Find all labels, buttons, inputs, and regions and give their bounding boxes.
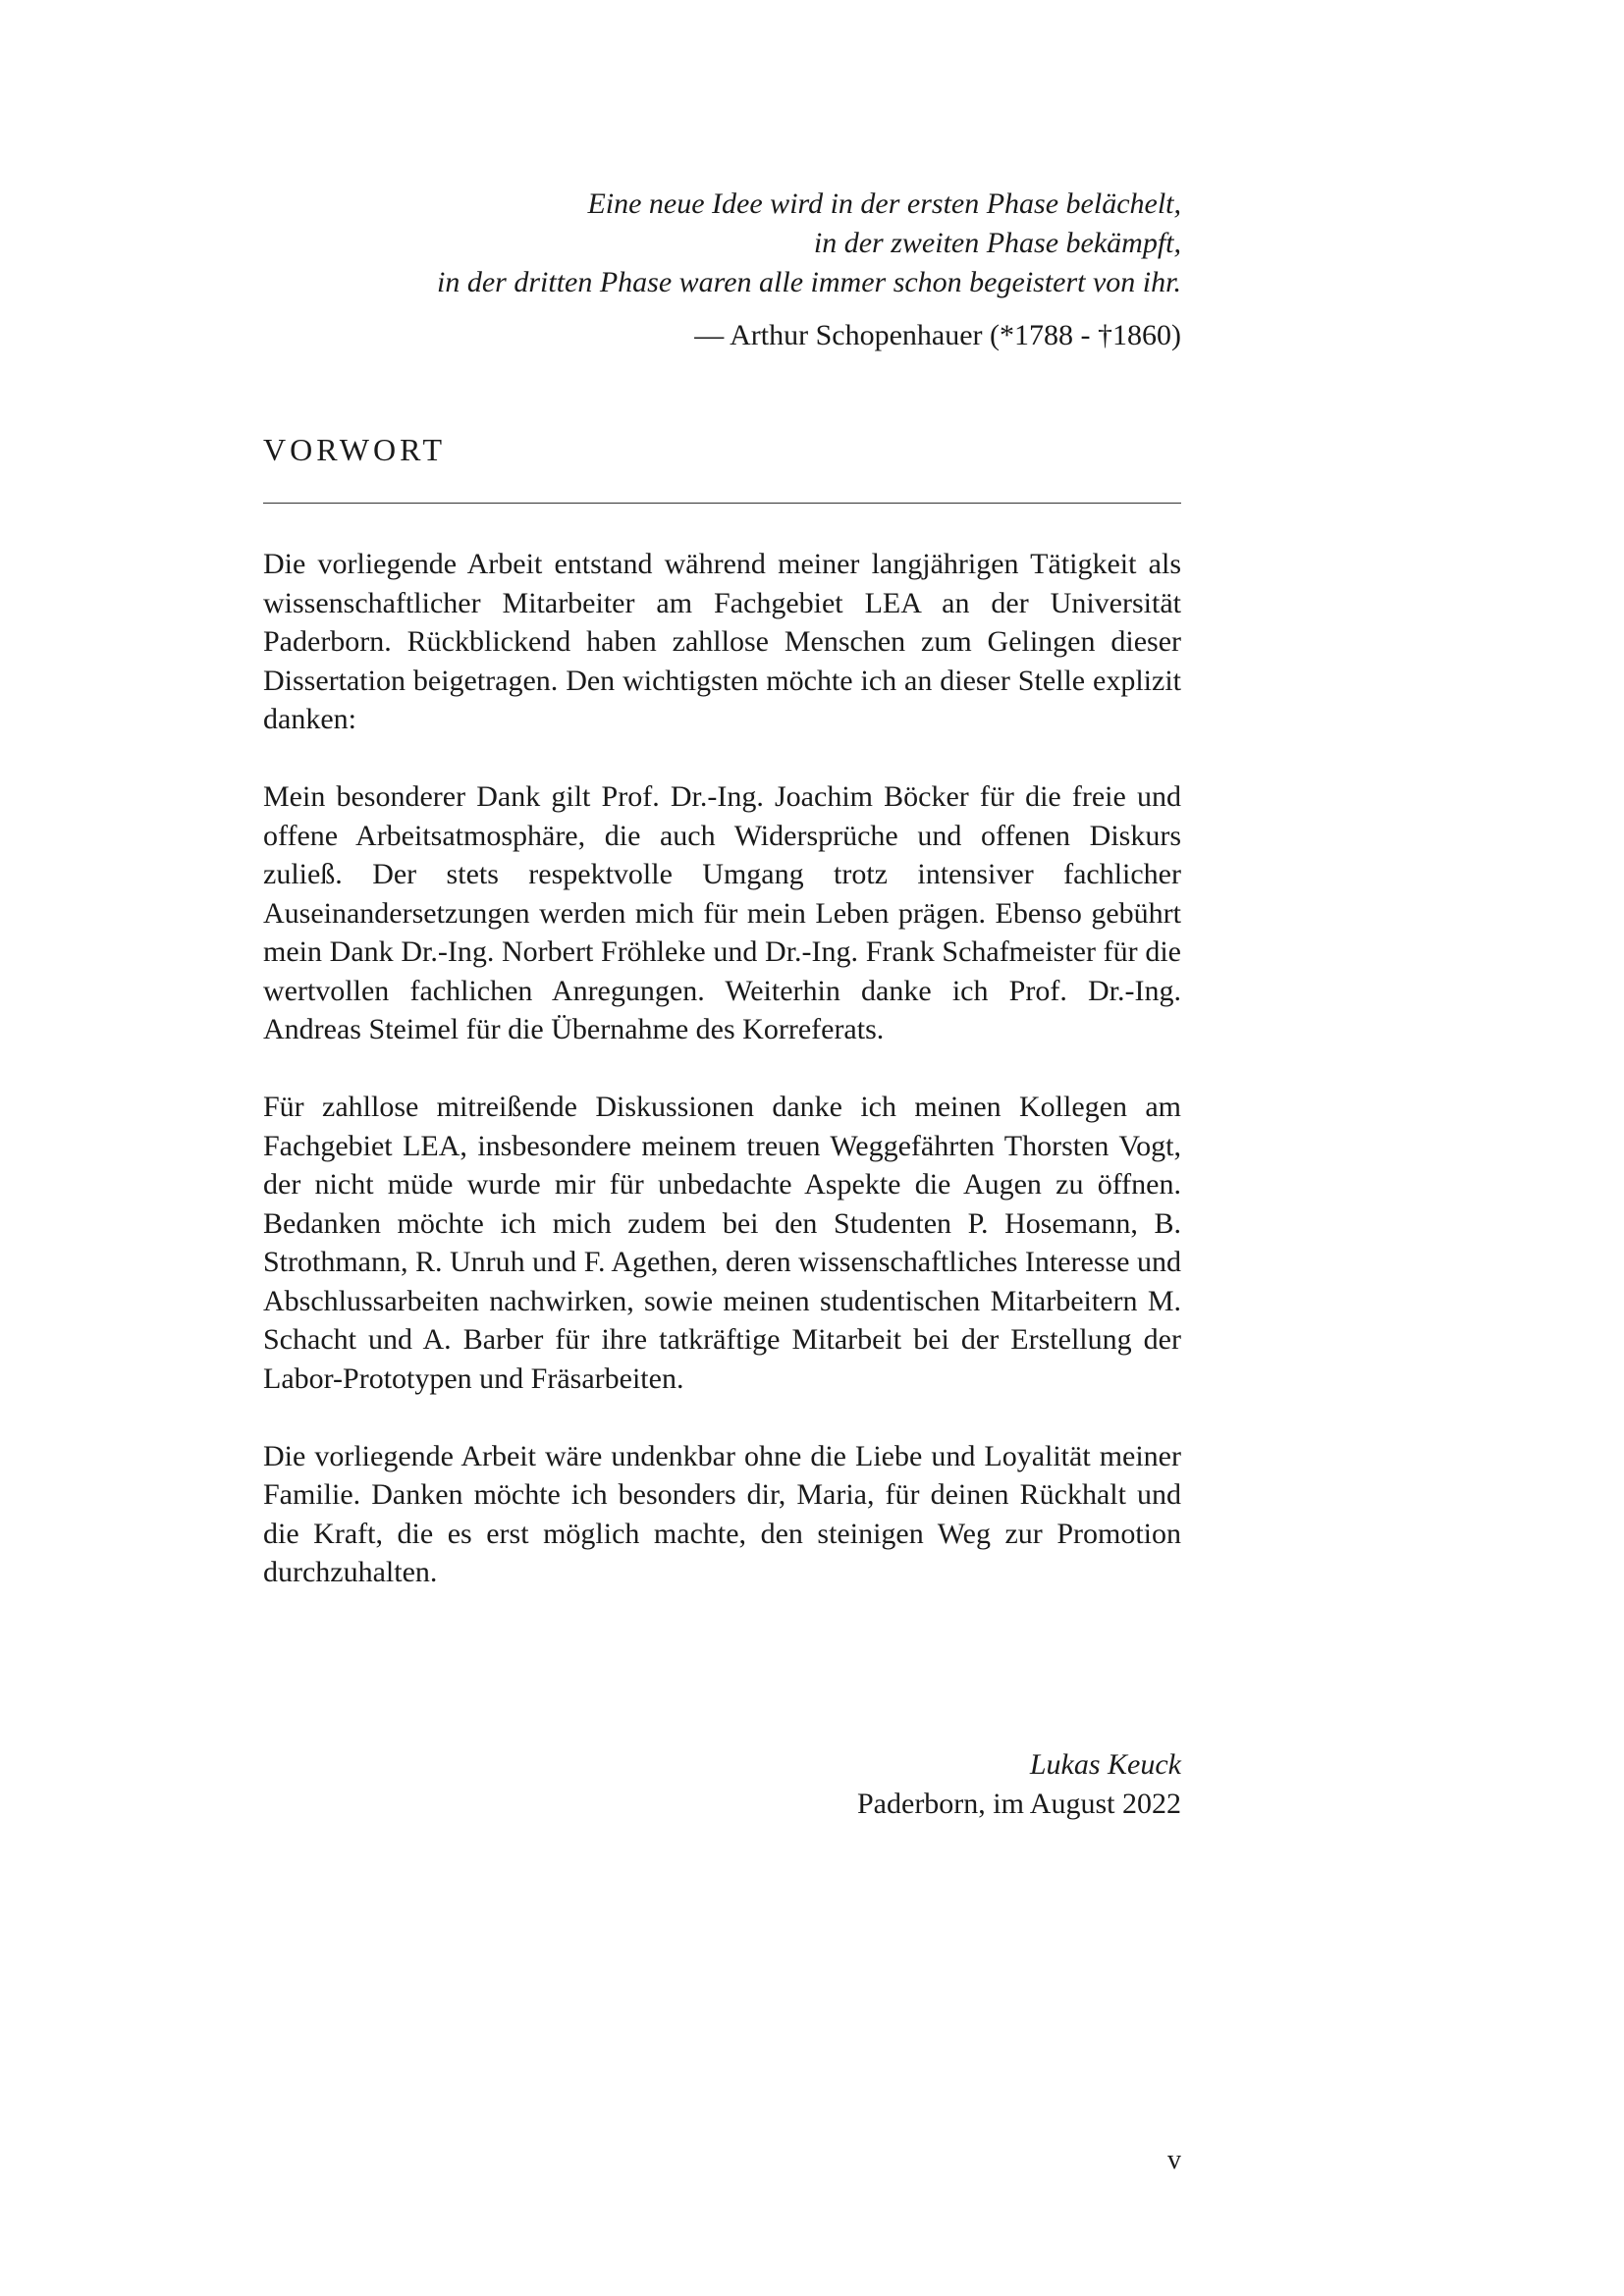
paragraph: Die vorliegende Arbeit entstand während meiner langjährigen Tätigkeit als wissenschaftlicher Mitarbeiter am Fachgebiet LEA an der Universität Paderborn. Rückblickend haben zahllose Menschen zum Gelingen dieser Dissertation beigetragen. Den wichtigsten möchte ich an dieser Stelle explizit danken: — [263, 548, 1181, 735]
page-number: v — [1167, 2145, 1181, 2175]
chapter-title: VORWORT — [263, 432, 447, 467]
body-text — [263, 545, 1181, 1630]
place-date: Paderborn, im August 2022 — [857, 1788, 1181, 1820]
epigraph-line: Eine neue Idee wird in der ersten Phase belächelt, — [587, 187, 1181, 220]
paragraph: Für zahllose mitreißende Diskussionen danke ich meinen Kollegen am Fachgebiet LEA, insbesondere meinem treuen Weggefährten Thorsten Vogt, der nicht müde wurde mir für unbedachte Aspekte die Augen zu öffnen. Bedanken möchte ich mich zudem bei den Studenten P. Hosemann, B. Strothmann, R. Unruh und F. Agethen, deren wissenschaftliches Interesse und Abschlussarbeiten nachwirken, sowie meinen studentischen Mitarbeitern M. Schacht und A. Barber für ihre tatkräftige Mitarbeit bei der Erstellung der Labor-Prototypen und Fräsarbeiten. — [263, 1091, 1181, 1395]
author-name: Lukas Keuck — [1029, 1748, 1181, 1781]
signature-block — [263, 1745, 1181, 1824]
epigraph-attribution: — Arthur Schopenhauer (*1788 - †1860) — [694, 319, 1181, 351]
paragraph: Die vorliegende Arbeit wäre undenkbar ohne die Liebe und Loyalität meiner Familie. Danken möchte ich besonders dir, Maria, für deinen Rückhalt und die Kraft, die es erst möglich machte, den steinigen Weg zur Promotion durchzuhalten. — [263, 1439, 1181, 1588]
title-rule — [263, 503, 1181, 504]
paragraph: Mein besonderer Dank gilt Prof. Dr.-Ing. Joachim Böcker für die freie und offene Arbeitsatmosphäre, die auch Widersprüche und offenen Diskurs zuließ. Der stets respektvolle Umgang trotz intensiver fachlicher Auseinandersetzungen werden mich für mein Leben prägen. Ebenso gebührt mein Dank Dr.-Ing. Norbert Fröhleke und Dr.-Ing. Frank Schafmeister für die wertvollen fachlichen Anregungen. Weiterhin danke ich Prof. Dr.-Ing. Andreas Steimel für die Übernahme des Korreferats. — [263, 780, 1181, 1045]
epigraph-line: in der dritten Phase waren alle immer schon begeistert von ihr. — [437, 266, 1181, 298]
epigraph — [263, 185, 1181, 355]
epigraph-line: in der zweiten Phase bekämpft, — [813, 227, 1181, 259]
